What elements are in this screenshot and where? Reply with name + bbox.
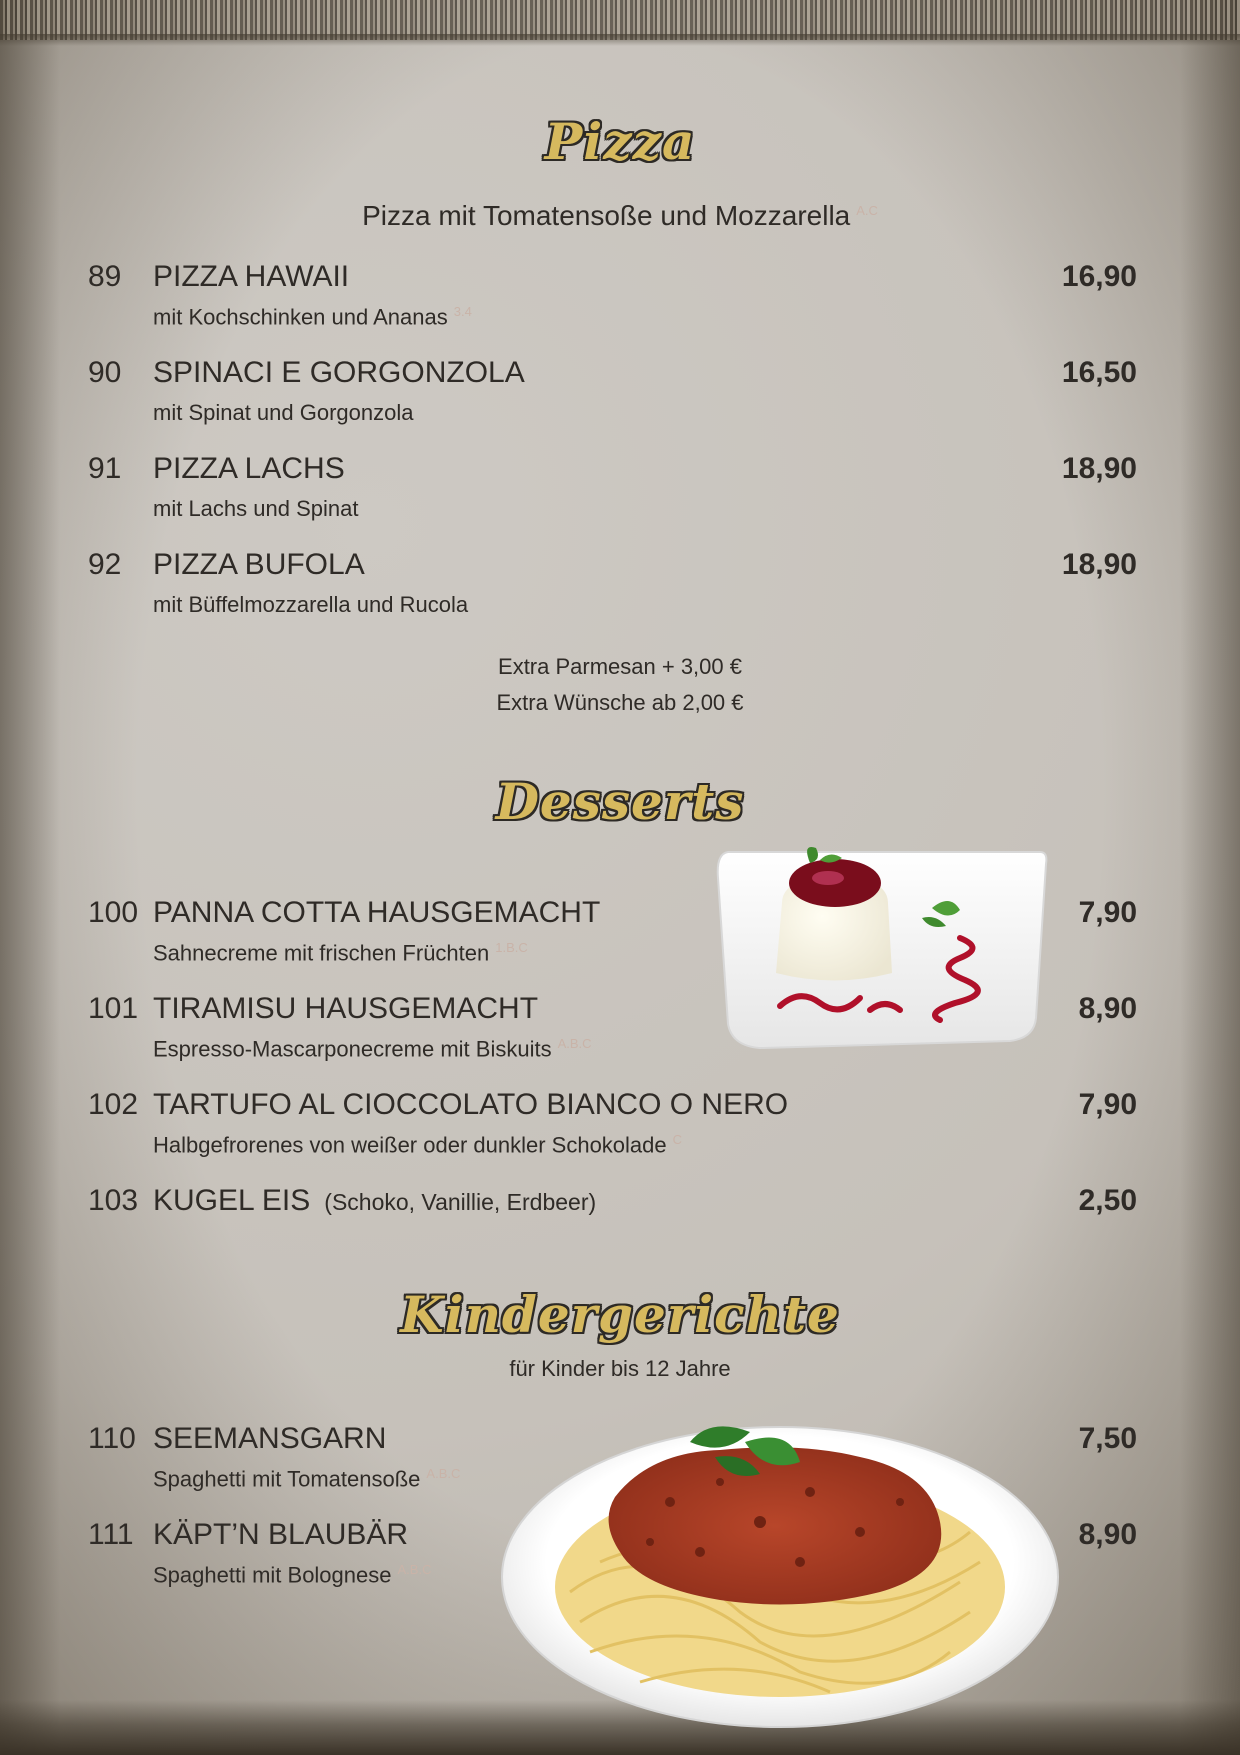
item-description-text: Spaghetti mit Tomatensoße xyxy=(153,1466,421,1492)
item-price: 2,50 xyxy=(1078,1184,1137,1217)
pizza-extra-wishes: Extra Wünsche ab 2,00 € xyxy=(496,690,744,715)
item-name: TARTUFO AL CIOCCOLATO BIANCO O NERO xyxy=(153,1088,789,1121)
menu-item xyxy=(0,452,1240,542)
item-allergen: A.B.C xyxy=(397,1562,432,1577)
item-allergen: A.B.C xyxy=(426,1466,461,1481)
item-price: 8,90 xyxy=(1078,1518,1137,1551)
item-description-text: Halbgefrorenes von weißer oder dunkler Schokolade xyxy=(153,1132,667,1158)
item-flavors: (Schoko, Vanillie, Erdbeer) xyxy=(324,1189,597,1215)
item-price: 18,90 xyxy=(1061,548,1137,581)
item-name: PANNA COTTA HAUSGEMACHT xyxy=(153,896,601,929)
item-description-text: mit Spinat und Gorgonzola xyxy=(153,400,414,425)
item-number: 89 xyxy=(88,260,122,293)
item-description-text: Espresso-Mascarponecreme mit Biskuits xyxy=(153,1036,552,1062)
item-price: 16,50 xyxy=(1061,356,1137,389)
item-description-text: mit Lachs und Spinat xyxy=(153,496,359,521)
menu-item xyxy=(0,1422,1240,1512)
item-description xyxy=(153,400,414,426)
item-number: 92 xyxy=(88,548,122,581)
item-description xyxy=(153,1132,682,1158)
item-description xyxy=(153,592,468,618)
menu-item xyxy=(0,356,1240,446)
item-price: 18,90 xyxy=(1061,452,1137,485)
item-price: 7,90 xyxy=(1078,1088,1137,1121)
item-name: SPINACI E GORGONZOLA xyxy=(153,356,525,389)
item-name: TIRAMISU HAUSGEMACHT xyxy=(153,992,539,1025)
menu-item xyxy=(0,1518,1240,1608)
menu-item xyxy=(0,548,1240,638)
item-description-text: Sahnecreme mit frischen Früchten xyxy=(153,940,490,966)
item-description-text: Spaghetti mit Bolognese xyxy=(153,1562,392,1588)
item-number: 100 xyxy=(88,896,139,929)
item-number: 111 xyxy=(88,1518,134,1551)
item-description xyxy=(153,1036,592,1062)
menu-item xyxy=(0,1184,1240,1274)
paper-edge-top-shadow xyxy=(0,34,1240,46)
item-allergen: C xyxy=(672,1132,683,1147)
pizza-subtitle-allergen: A.C xyxy=(856,202,878,218)
item-price: 16,90 xyxy=(1061,260,1137,293)
pizza-section-title: Pizza xyxy=(544,112,696,171)
item-number: 110 xyxy=(88,1422,136,1455)
desserts-section-title: Desserts xyxy=(495,772,745,831)
item-description xyxy=(153,1562,431,1588)
menu-item xyxy=(0,992,1240,1082)
menu-item xyxy=(0,260,1240,350)
item-description xyxy=(153,496,358,522)
item-description-text: mit Kochschinken und Ananas xyxy=(153,304,448,330)
item-allergen: 3.4 xyxy=(453,304,472,319)
item-name: KÄPT’N BLAUBÄR xyxy=(153,1518,409,1551)
item-description xyxy=(153,940,528,966)
item-description xyxy=(153,304,472,330)
item-name: SEEMANSGARN xyxy=(153,1422,387,1455)
menu-item xyxy=(0,896,1240,986)
item-name xyxy=(153,1184,596,1218)
item-price: 7,90 xyxy=(1078,896,1137,929)
item-allergen: A.B.C xyxy=(557,1036,592,1051)
pizza-subtitle xyxy=(0,200,1240,232)
item-number: 90 xyxy=(88,356,122,389)
item-allergen: 1.B.C xyxy=(495,940,528,955)
item-name: PIZZA HAWAII xyxy=(153,260,350,293)
item-price: 8,90 xyxy=(1078,992,1137,1025)
pizza-extra-parmesan: Extra Parmesan + 3,00 € xyxy=(498,654,742,679)
kids-subtitle: für Kinder bis 12 Jahre xyxy=(509,1356,731,1381)
item-name-text: KUGEL EIS xyxy=(153,1184,311,1217)
item-name: PIZZA LACHS xyxy=(153,452,345,485)
item-name: PIZZA BUFOLA xyxy=(153,548,365,581)
item-description xyxy=(153,1466,460,1492)
menu-item xyxy=(0,1088,1240,1178)
kids-section-title: Kindergerichte xyxy=(400,1285,840,1344)
item-number: 91 xyxy=(88,452,122,485)
item-number: 102 xyxy=(88,1088,139,1121)
item-description-text: mit Büffelmozzarella und Rucola xyxy=(153,592,469,617)
item-number: 101 xyxy=(88,992,139,1025)
item-price: 7,50 xyxy=(1078,1422,1137,1455)
pizza-subtitle-text: Pizza mit Tomatensoße und Mozzarella xyxy=(362,200,851,231)
item-number: 103 xyxy=(88,1184,139,1217)
